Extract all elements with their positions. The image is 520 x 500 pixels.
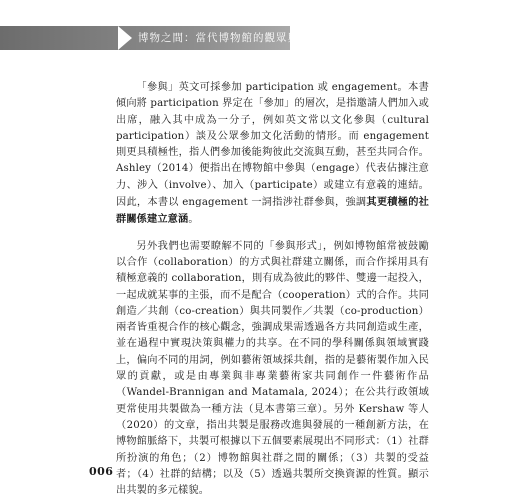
paragraph-2 <box>116 239 429 500</box>
paragraph-1-text-2: 。 <box>188 214 199 226</box>
paragraph-2-text-1: 另外我們也需要瞭解不同的「參與形式」，例如博物館常被鼓勵以合作（collaboration）的方式與社群建立關係，而合作採用具有積極意義的 collaboration，則有成為彼此的夥伴、雙邊一起投入，一起成就某事的主張，而不是配合（cooperation）式的合作。共同創造／共創（co-creation）與共同製作／共製（co-production）兩者皆重視合作的核心觀念，強調成果需透過各方共同創造或生產，並在過程中實現決策與權力的共享。在不同的學科關係與領域實踐上，偏向不同的用詞，例如藝術領域採共創，指的是藝術製作加入民眾的貢獻，或是由專業與非專業藝術家共同創作一件藝術作品（Wandel-Brannigan and Matamala, 2024）；在公共行政領域更常使用共製做為一種方法（見本書第三章）。另外 Kershaw 等人（2020）的文章，指出共製是服務改進與發展的一種創新方法，在博物館脈絡下，共製可根據以下五個要素展現出不同形式：（1）社群所扮演的角色；（2）博物館與社群之間的關係；（3）共製的受益者；（4）社群的結構；以及（5）透過共製所交換資源的性質。顯示出共製的多元樣貌。 <box>116 240 429 497</box>
header-arrow-shape <box>118 26 132 50</box>
body-text <box>116 80 429 499</box>
paragraph-1 <box>116 80 429 229</box>
running-header-title: 博物之間：當代博物館的觀眾與社群參與 <box>138 32 345 44</box>
page-number: 006 <box>89 465 114 478</box>
paragraph-1-text-1: 「參與」英文可採參加 participation 或 engagement。本書傾向將 participation 界定在「參加」的層次，是指邀請人們加入或出席，融入其中成為一分子，例如英文常以文化參與（cultural participation）談及公眾參加文化活動的情形。而 engagement 則更具積極性，指人們參加後能夠彼此交流與互動，甚至共同合作。Ashley（2014）便指出在博物館中參與（engage）代表佔據注意力、涉入（involve）、加入（participate）或建立有意義的連結。因此，本書以 engagement 一詞指涉社群參與，強調 <box>116 82 429 209</box>
paragraph-1-emphasis: 其更積極的社群關係建立意涵 <box>116 196 429 226</box>
